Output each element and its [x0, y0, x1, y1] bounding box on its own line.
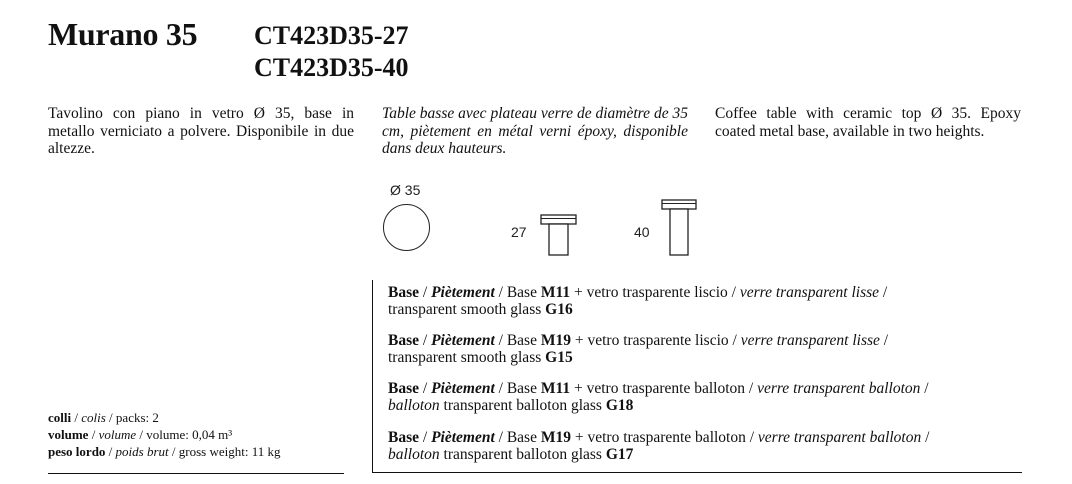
- product-code: CT423D35-27: [254, 21, 409, 50]
- base-code: M11: [540, 380, 571, 397]
- table-side-view-40-icon: [660, 198, 698, 258]
- glass-code: G17: [605, 446, 634, 463]
- packaging-info: [48, 409, 280, 460]
- divider: [48, 473, 344, 474]
- product-codes: [254, 20, 409, 84]
- description-french: Table basse avec plateau verre de diamètre de 35 cm, piètement en métal verni époxy, disponible dans deux hauteurs.: [382, 105, 688, 157]
- base-code: M11: [540, 284, 571, 301]
- gross-weight: peso lordo / poids brut / gross weight: 11 kg: [48, 444, 281, 459]
- finish-option: Base / Piètement / Base M11 + vetro trasparente liscio / verre transparent lisse / transparent smooth glass G16: [388, 284, 888, 318]
- table-side-view-27-icon: [538, 212, 580, 258]
- base-code: M19: [540, 429, 571, 446]
- product-title: Murano 35: [48, 16, 198, 52]
- diameter-label: Ø 35: [390, 182, 421, 198]
- finishes-panel: [372, 280, 1022, 473]
- finish-option: Base / Piètement / Base M11 + vetro trasparente balloton / verre transparent balloton / balloton transparent balloton glass G18: [388, 380, 929, 414]
- height-label-27: 27: [511, 224, 527, 240]
- volume: volume / volume / volume: 0,04 m³: [48, 427, 233, 442]
- finish-option: Base / Piètement / Base M19 + vetro trasparente liscio / verre transparent lisse / transparent smooth glass G15: [388, 332, 889, 366]
- base-code: M19: [540, 332, 571, 349]
- description-italian: Tavolino con piano in vetro Ø 35, base in metallo verniciato a polvere. Disponibile in due altezze.: [48, 105, 354, 157]
- glass-code: G16: [545, 301, 573, 318]
- packs-count: colli / colis / packs: 2: [48, 410, 159, 425]
- height-label-40: 40: [634, 224, 650, 240]
- finish-option: Base / Piètement / Base M19 + vetro trasparente balloton / verre transparent balloton / balloton transparent balloton glass G17: [388, 429, 930, 463]
- glass-code: G15: [545, 349, 573, 366]
- product-code: CT423D35-40: [254, 53, 409, 82]
- description-english: Coffee table with ceramic top Ø 35. Epoxy coated metal base, available in two heights.: [715, 105, 1021, 140]
- glass-code: G18: [605, 397, 634, 414]
- tabletop-top-view-icon: [383, 204, 430, 251]
